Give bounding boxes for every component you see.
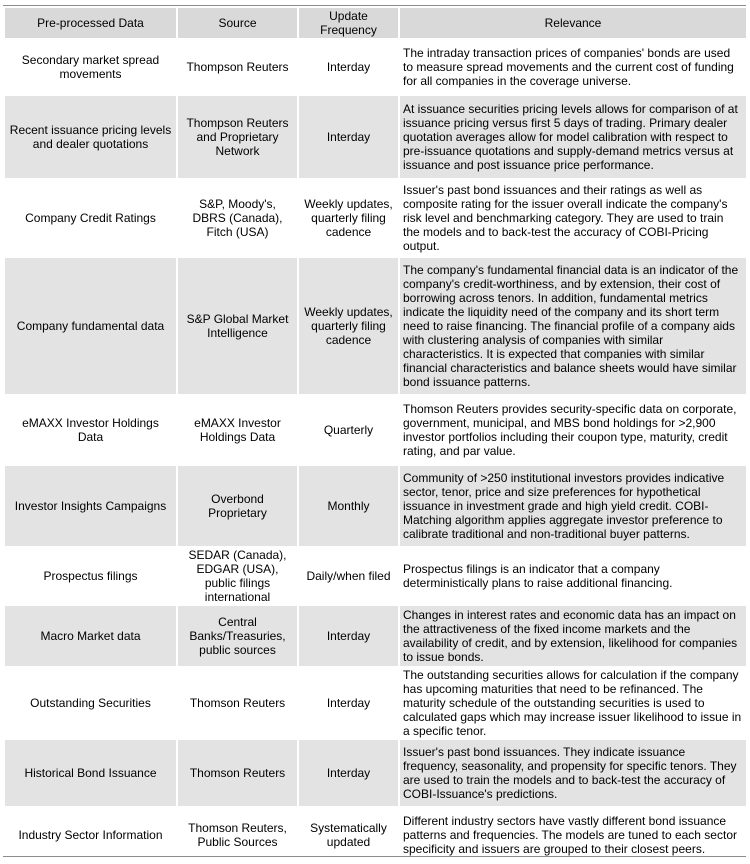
cell-source: Thomson Reuters: [177, 667, 298, 739]
cell-frequency: Monthly: [298, 465, 399, 547]
table-row: [4, 547, 747, 605]
cell-relevance: At issuance securities pricing levels allows for comparison of at issuance pricing versus first 5 days of trading. Primary dealer quotation averages allow for model calibration with respect to pre-issuance quotations and supply-demand metrics versus at issuance and post issuance price performance.: [399, 95, 747, 179]
cell-frequency: Weekly updates, quarterly filing cadence: [298, 257, 399, 395]
cell-data: eMAXX Investor Holdings Data: [4, 395, 177, 465]
cell-source: Thompson Reuters: [177, 39, 298, 95]
table-row: [4, 39, 747, 95]
table-row: [4, 395, 747, 465]
cell-frequency: Interday: [298, 95, 399, 179]
data-sources-table: [3, 6, 748, 864]
cell-relevance: Community of >250 institutional investors provides indicative sector, tenor, price and size preferences for hypothetical issuance in investment grade and high yield credit. COBI-Matching algorithm applies aggregate investor preference to calibrate traditional and non-traditional buyer patterns.: [399, 465, 747, 547]
cell-data: Macro Market data: [4, 605, 177, 667]
table-row: [4, 257, 747, 395]
cell-frequency: Systematically updated: [298, 807, 399, 863]
cell-data: Investor Insights Campaigns: [4, 465, 177, 547]
cell-relevance: Different industry sectors have vastly different bond issuance patterns and frequencies. The models are tuned to each sector specificity and issuers are grouped to their closest peers.: [399, 807, 747, 863]
cell-source: Thomson Reuters: [177, 739, 298, 807]
cell-source: SEDAR (Canada), EDGAR (USA), public filings international: [177, 547, 298, 605]
cell-relevance: Thomson Reuters provides security-specific data on corporate, government, municipal, and MBS bond holdings for >2,900 investor portfolios including their coupon type, maturity, credit rating, and par value.: [399, 395, 747, 465]
cell-frequency: Interday: [298, 739, 399, 807]
cell-data: Secondary market spread movements: [4, 39, 177, 95]
cell-relevance: Prospectus filings is an indicator that a company deterministically plans to raise additional financing.: [399, 547, 747, 605]
cell-source: S&P, Moody's, DBRS (Canada), Fitch (USA): [177, 179, 298, 257]
cell-frequency: Weekly updates, quarterly filing cadence: [298, 179, 399, 257]
table-row: [4, 465, 747, 547]
cell-data: Historical Bond Issuance: [4, 739, 177, 807]
cell-frequency: Interday: [298, 667, 399, 739]
data-sources-table-wrapper: [3, 6, 746, 864]
cell-relevance: Changes in interest rates and economic data has an impact on the attractiveness of the fixed income markets and the availability of credit, and by extension, likelihood for companies to issue bonds.: [399, 605, 747, 667]
cell-source: Central Banks/Treasuries, public sources: [177, 605, 298, 667]
cell-data: Industry Sector Information: [4, 807, 177, 863]
header-source: Source: [177, 7, 298, 39]
cell-relevance: Issuer's past bond issuances. They indicate issuance frequency, seasonality, and propensity for specific tenors. They are used to train the models and to back-test the accuracy of COBI-Issuance's predictions.: [399, 739, 747, 807]
cell-source: Thomson Reuters, Public Sources: [177, 807, 298, 863]
cell-frequency: Interday: [298, 605, 399, 667]
cell-source: S&P Global Market Intelligence: [177, 257, 298, 395]
cell-data: Recent issuance pricing levels and dealer quotations: [4, 95, 177, 179]
header-relevance: Relevance: [399, 7, 747, 39]
table-row: [4, 95, 747, 179]
cell-frequency: Daily/when filed: [298, 547, 399, 605]
cell-data: Prospectus filings: [4, 547, 177, 605]
cell-data: Company fundamental data: [4, 257, 177, 395]
cell-relevance: The company's fundamental financial data is an indicator of the company's credit-worthiness, and by extension, their cost of borrowing across tenors. In addition, fundamental metrics indicate the liquidity need of the company and its short term need to raise financing. The financial profile of a company aids with clustering analysis of companies with similar characteristics. It is expected that companies with similar financial characteristics and balance sheets would have similar bond issuance patterns.: [399, 257, 747, 395]
header-preprocessed-data: Pre-processed Data: [4, 7, 177, 39]
cell-source: Thompson Reuters and Proprietary Network: [177, 95, 298, 179]
cell-relevance: The intraday transaction prices of companies' bonds are used to measure spread movements and the current cost of funding for all companies in the coverage universe.: [399, 39, 747, 95]
bottom-rule: [3, 856, 746, 857]
cell-data: Outstanding Securities: [4, 667, 177, 739]
table-header-row: [4, 7, 747, 39]
cell-relevance: Issuer's past bond issuances and their ratings as well as composite rating for the issuer overall indicate the company's risk level and benchmarking category. They are used to train the models and to back-test the accuracy of COBI-Pricing output.: [399, 179, 747, 257]
table-row: [4, 739, 747, 807]
table-row: [4, 667, 747, 739]
table-row: [4, 807, 747, 863]
cell-source: eMAXX Investor Holdings Data: [177, 395, 298, 465]
table-row: [4, 605, 747, 667]
header-update-frequency: Update Frequency: [298, 7, 399, 39]
cell-frequency: Quarterly: [298, 395, 399, 465]
cell-data: Company Credit Ratings: [4, 179, 177, 257]
cell-source: Overbond Proprietary: [177, 465, 298, 547]
cell-relevance: The outstanding securities allows for calculation if the company has upcoming maturities that need to be refinanced. The maturity schedule of the outstanding securities is used to calculated gaps which may increase issuer likelihood to issue in a specific tenor.: [399, 667, 747, 739]
cell-frequency: Interday: [298, 39, 399, 95]
table-row: [4, 179, 747, 257]
